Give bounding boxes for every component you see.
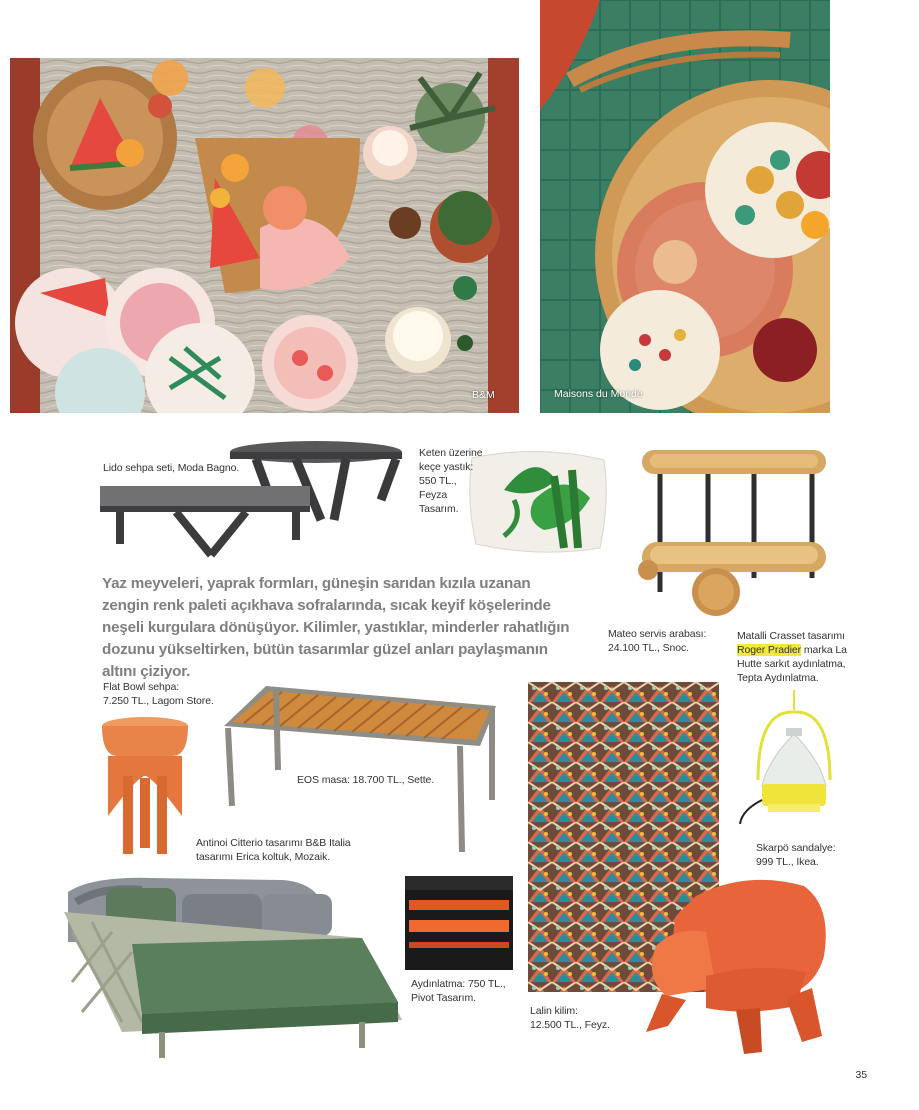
photo-credit-right: Maisons du Monde [554,388,643,400]
caption-lido: Lido sehpa seti, Moda Bagno. [103,462,240,474]
erica-sofa-image [62,872,402,1060]
caption-lalin-line: 12.500 TL., Feyz. [530,1019,610,1031]
caption-pillow-line: Keten üzerine [419,447,483,459]
caption-erica-line: tasarımı Erica koltuk, Mozaik. [196,851,331,863]
caption-mateo-line: Mateo servis arabası: [608,628,707,640]
pivot-lamp-image [405,876,515,970]
caption-matalli-line: Tepta Aydınlatma. [737,672,819,684]
brand-highlight: Roger Pradier [737,644,802,656]
caption-skarpo [756,841,836,869]
caption-lalin [530,1004,610,1032]
caption-pillow-line: Tasarım. [419,503,459,515]
eos-table-image [220,682,500,856]
intro-paragraph: Yaz meyveleri, yaprak formları, güneşin sarıdan kızıla uzanan zengin renk paleti açıkhava sofralarında, sıcak keyif köşelerinde neşeli kurgulara dönüşüyor. Kilimler, yastıklar, minderler rahatlığın dozunu yükseltirken, bütün tasarımlar güzel anları paylaşmanın altını çiziyor. [102,575,570,680]
caption-eos: EOS masa: 18.700 TL., Sette. [297,774,435,786]
page-number: 35 [855,1069,867,1081]
caption-pillow-line: keçe yastık: [419,461,474,473]
caption-matalli-line: Hutte sarkıt aydınlatma, [737,658,846,670]
caption-erica [196,836,351,864]
caption-matalli-line [737,643,847,657]
mateo-serving-cart-image [636,442,832,618]
photo-maisons-du-monde [540,0,830,413]
caption-skarpo-line: Skarpö sandalye: [756,842,836,854]
caption-mateo-line: 24.100 TL., Snoc. [608,642,689,654]
caption-lalin-line: Lalin kilim: [530,1005,578,1017]
photo-bm-table-setting [10,58,519,413]
table-setting-illustration [10,58,519,413]
caption-aydinlatma-line: Pivot Tasarım. [411,992,476,1004]
caption-aydinlatma [411,977,506,1005]
caption-matalli [737,629,847,685]
caption-matalli-line2: marka La [801,644,847,656]
caption-pillow-line: 550 TL., [419,475,457,487]
skarpo-chair-image [636,876,832,1056]
photo-credit-left: B&M [472,389,495,401]
caption-aydinlatma-line: Aydınlatma: 750 TL., [411,978,506,990]
tray-illustration [540,0,830,413]
caption-pillow-line: Feyza [419,489,448,501]
caption-skarpo-line: 999 TL., Ikea. [756,856,819,868]
leaf-pillow-image [464,440,612,558]
flat-bowl-side-table-image [98,716,192,858]
caption-flat-bowl-line: 7.250 TL., Lagom Store. [103,695,214,707]
caption-flat-bowl [103,680,214,708]
caption-flat-bowl-line: Flat Bowl sehpa: [103,681,180,693]
lido-coffee-table-image [96,440,406,560]
caption-pillow [419,446,483,516]
caption-erica-line: Antinoi Citterio tasarımı B&B Italia [196,837,351,849]
caption-mateo [608,627,706,655]
pendant-lamp-image [738,690,836,826]
caption-matalli-line: Matalli Crasset tasarımı [737,630,845,642]
